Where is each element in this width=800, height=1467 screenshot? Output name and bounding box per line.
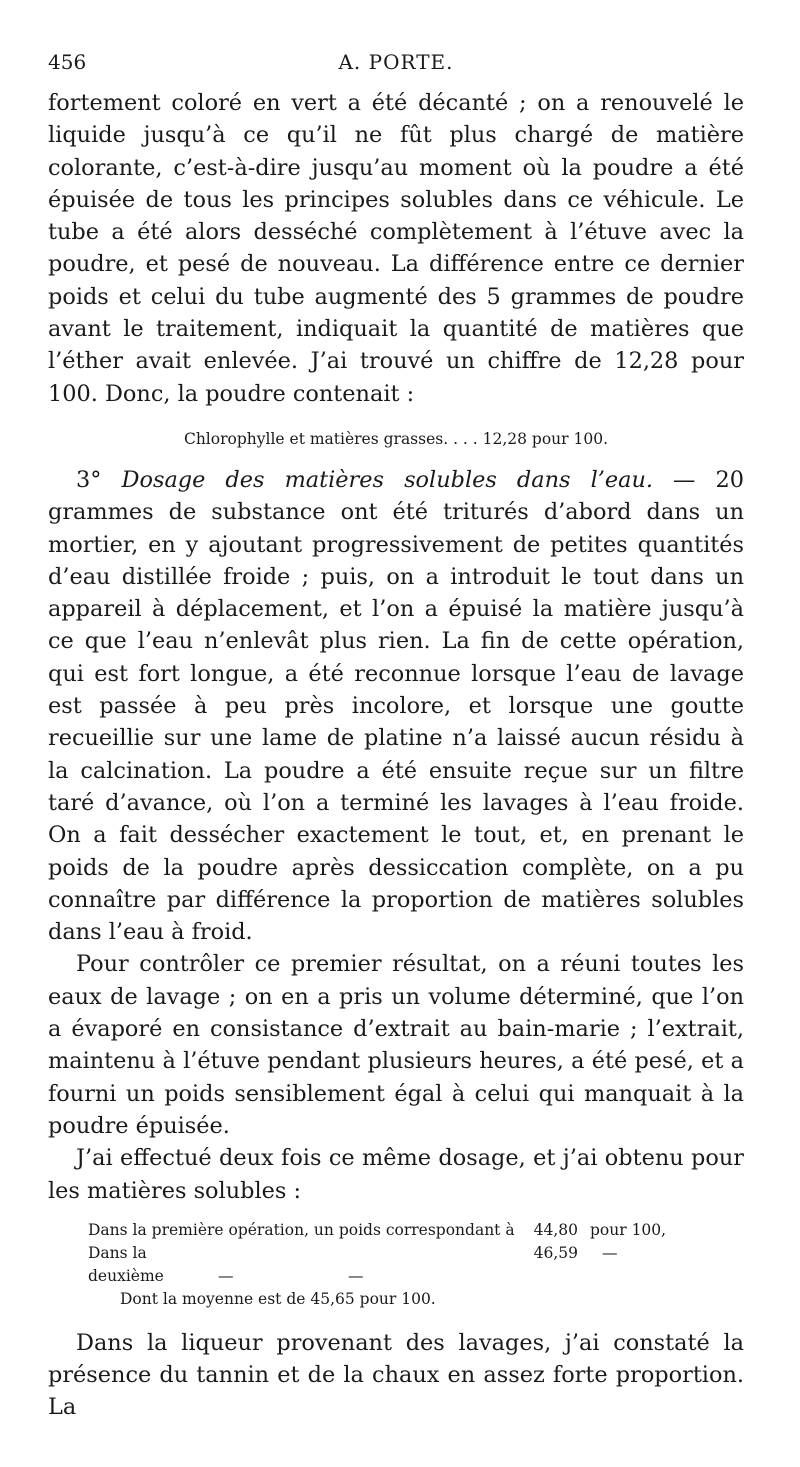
ditto-dash: —: [348, 1266, 364, 1285]
section-3-number: 3°: [76, 466, 102, 493]
document-page: [48, 50, 744, 1424]
paragraph-liqueur: Dans la liqueur provenant des lavages, j’ai constaté la présence du tannin et de la chaux en assez forte proportion. La: [48, 1329, 744, 1421]
result-label-text: Dans la deuxième: [88, 1243, 164, 1285]
section-3-title: Dosage des matières solubles dans l’eau.: [121, 466, 653, 493]
paragraph-ether-extraction: fortement coloré en vert a été décanté ; on a renouvelé le liquide jusqu’à ce qu’il ne fût plus chargé de matière colorante, c’est-à-dire jusqu’au moment où la poudre a été épuisée de tous les principes solubles dans ce véhicule. Le tube a été alors desséché complètement à l’étuve avec la poudre, et pesé de nouveau. La différence entre ce dernier poids et celui du tube augmenté des 5 grammes de poudre avant le traitement, indiquait la quantité de matières que l’éther avait enlevée. J’ai trouvé un chiffre de 12,28 pour 100. Donc, la poudre contenait :: [48, 90, 744, 407]
result-row-first: [48, 1219, 744, 1242]
result-value: 44,80: [533, 1220, 578, 1239]
page-number: 456: [48, 50, 87, 74]
page-header: [48, 50, 744, 90]
section-3-paragraph: [48, 464, 744, 948]
result-average: Dont la moyenne est de 45,65 pour 100.: [120, 1289, 436, 1308]
running-head: A. PORTE.: [338, 50, 454, 74]
result-label: Dans la première opération, un poids correspondant à: [88, 1220, 515, 1239]
paragraph-control: Pour contrôler ce premier résultat, on a réuni toutes les eaux de lavage ; on en a pris un volume déterminé, que l’on a évaporé en consistance d’extrait au bain-marie ; l’extrait, maintenu à l’étuve pendant plusieurs heures, a été pesé, et a fourni un poids sensiblement égal à celui qui manquait à la poudre épuisée.: [48, 951, 744, 1139]
result-unit: —: [602, 1243, 618, 1262]
result-value: 46,59: [533, 1243, 578, 1262]
results-table: [48, 1219, 744, 1311]
result-unit: pour 100,: [590, 1220, 667, 1239]
paragraph-dosage-twice: J’ai effectué deux fois ce même dosage, et j’ai obtenu pour les matières solubles :: [48, 1145, 744, 1204]
result-chlorophylle: Chlorophylle et matières grasses. . . . 12,28 pour 100.: [183, 429, 609, 448]
result-label-second: [48, 1242, 516, 1288]
result-row-second: [48, 1242, 744, 1288]
ditto-dash: —: [218, 1266, 234, 1285]
section-3-text: — 20 grammes de substance ont été triturés d’abord dans un mortier, en y ajoutant progressivement de petites quantités d’eau distillée froide ; puis, on a introduit le tout dans un appareil à déplacement, et l’on a épuisé la matière jusqu’à ce que l’eau n’enlevât plus rien. La fin de cette opération, qui est fort longue, a été reconnue lorsque l’eau de lavage est passée à peu près incolore, et lorsque une goutte recueillie sur une lame de platine n’a laissé aucun résidu à la calcination. La poudre a été ensuite reçue sur un filtre taré d’avance, où l’on a terminé les lavages à l’eau froide. On a fait dessécher exactement le tout, et, en prenant le poids de la poudre après dessiccation complète, on a pu connaître par différence la proportion de matières solubles dans l’eau à froid.: [48, 466, 744, 946]
